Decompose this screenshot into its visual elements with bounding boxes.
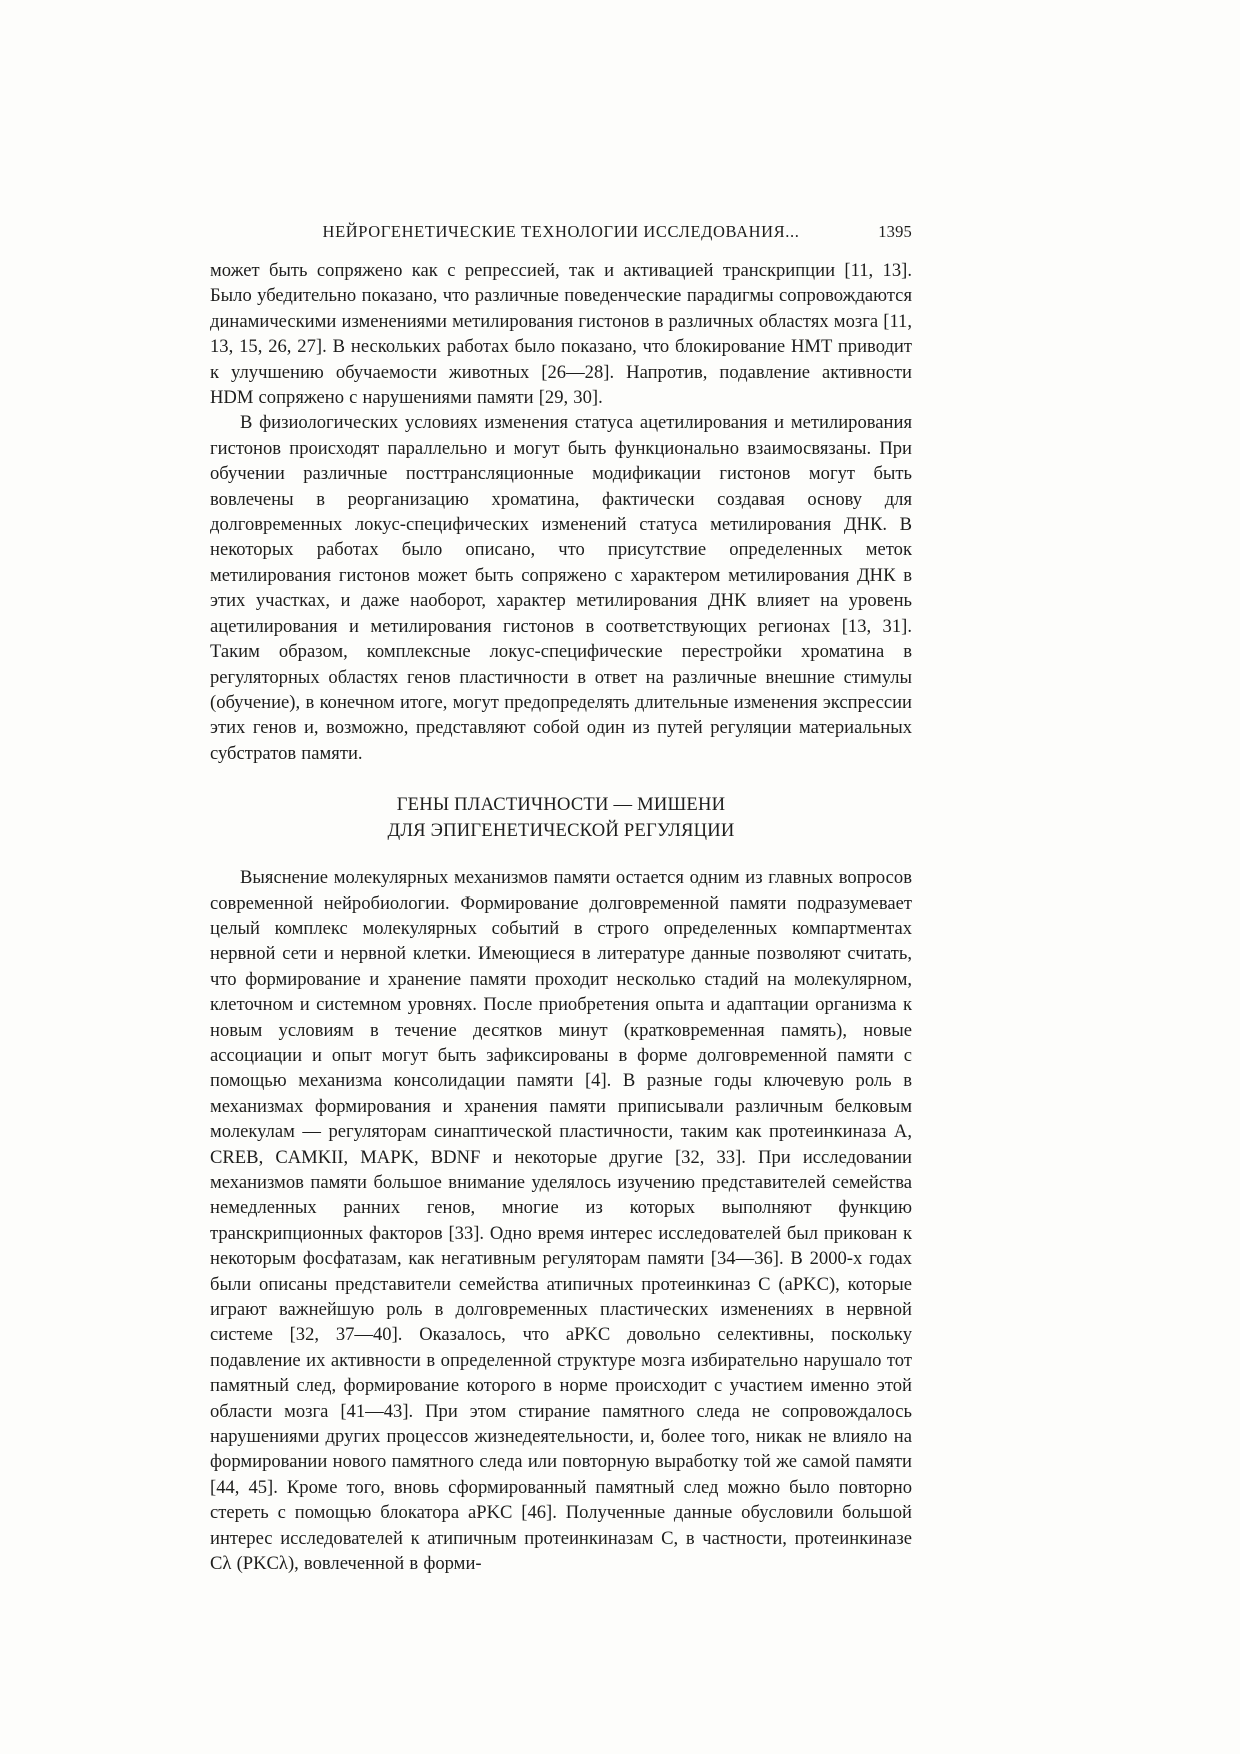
section-heading	[210, 792, 912, 844]
page-number: 1395	[878, 222, 912, 241]
page-header	[210, 222, 912, 242]
paragraph: В физиологических условиях изменения статуса ацетилирования и метилирования гистонов происходят параллельно и могут быть функционально взаимосвязаны. При обучении различные посттрансляционные модификации гистонов могут быть вовлечены в реорганизацию хроматина, фактически создавая основу для долговременных локус-специфических изменений статуса метилирования ДНК. В некоторых работах было описано, что присутствие определенных меток метилирования гистонов может быть сопряжено с характером метилирования ДНК в этих участках, и даже наоборот, характер метилирования ДНК влияет на уровень ацетилирования и метилирования гистонов в соответствующих регионах [13, 31]. Таким образом, комплексные локус-специфические перестройки хроматина в регуляторных областях генов пластичности в ответ на различные внешние стимулы (обучение), в конечном итоге, могут предопределять длительные изменения экспрессии этих генов и, возможно, представляют собой один из путей регуляции материальных субстратов памяти.	[210, 412, 912, 764]
article-body	[210, 258, 912, 1577]
paragraph: Выяснение молекулярных механизмов памяти остается одним из главных вопросов современной нейробиологии. Формирование долговременной памяти подразумевает целый комплекс молекулярных событий в строго определенных компартментах нервной сети и нервной клетки. Имеющиеся в литературе данные позволяют считать, что формирование и хранение памяти проходит несколько стадий на молекулярном, клеточном и системном уровнях. После приобретения опыта и адаптации организма к новым условиям в течение десятков минут (кратковременная память), новые ассоциации и опыт могут быть зафиксированы в форме долговременной памяти с помощью механизма консолидации памяти [4]. В разные годы ключевую роль в механизмах формирования и хранения памяти приписывали различным белковым молекулам — регуляторам синаптической пластичности, таким как протеинкиназа A, CREB, CAMKII, MAPK, BDNF и некоторые другие [32, 33]. При исследовании механизмов памяти большое внимание уделялось изучению представителей семейства немедленных ранних генов, многие из которых выполняют функцию транскрипционных факторов [33]. Одно время интерес исследователей был прикован к некоторым фосфатазам, как негативным регуляторам памяти [34—36]. В 2000-х годах были описаны представители семейства атипичных протеинкиназ C (aPKC), которые играют важнейшую роль в долговременных пластических изменениях в нервной системе [32, 37—40]. Оказалось, что aPKC довольно селективны, поскольку подавление их активности в определенной структуре мозга избирательно нарушало тот памятный след, формирование которого в норме происходит с участием именно этой области мозга [41—43]. При этом стирание памятного следа не сопровождалось нарушениями других процессов жизнедеятельности, и, более того, никак не влияло на формировании нового памятного следа или повторную выработку той же самой памяти [44, 45]. Кроме того, вновь сформированный памятный след можно было повторно стереть с помощью блокатора aPKC [46]. Полученные данные обусловили большой интерес исследователей к атипичным протеинкиназам C, в частности, протеинкиназе Cλ (PKCλ), вовлеченной в форми-	[210, 867, 912, 1575]
section-heading-line1: ГЕНЫ ПЛАСТИЧНОСТИ — МИШЕНИ	[396, 794, 726, 816]
content-column	[210, 222, 912, 1577]
running-title: НЕЙРОГЕНЕТИЧЕСКИЕ ТЕХНОЛОГИИ ИССЛЕДОВАНИЯ...	[322, 222, 800, 241]
paragraph-continuation: может быть сопряжено как с репрессией, так и активацией транскрипции [11, 13]. Было убедительно показано, что различные поведенческие парадигмы сопровождаются динамическими изменениями метилирования гистонов в различных областях мозга [11, 13, 15, 26, 27]. В нескольких работах было показано, что блокирование HMT приводит к улучшению обучаемости животных [26—28]. Напротив, подавление активности HDM сопряжено с нарушениями памяти [29, 30].	[210, 260, 912, 409]
section-heading-line2: ДЛЯ ЭПИГЕНЕТИЧЕСКОЙ РЕГУЛЯЦИИ	[387, 820, 735, 842]
